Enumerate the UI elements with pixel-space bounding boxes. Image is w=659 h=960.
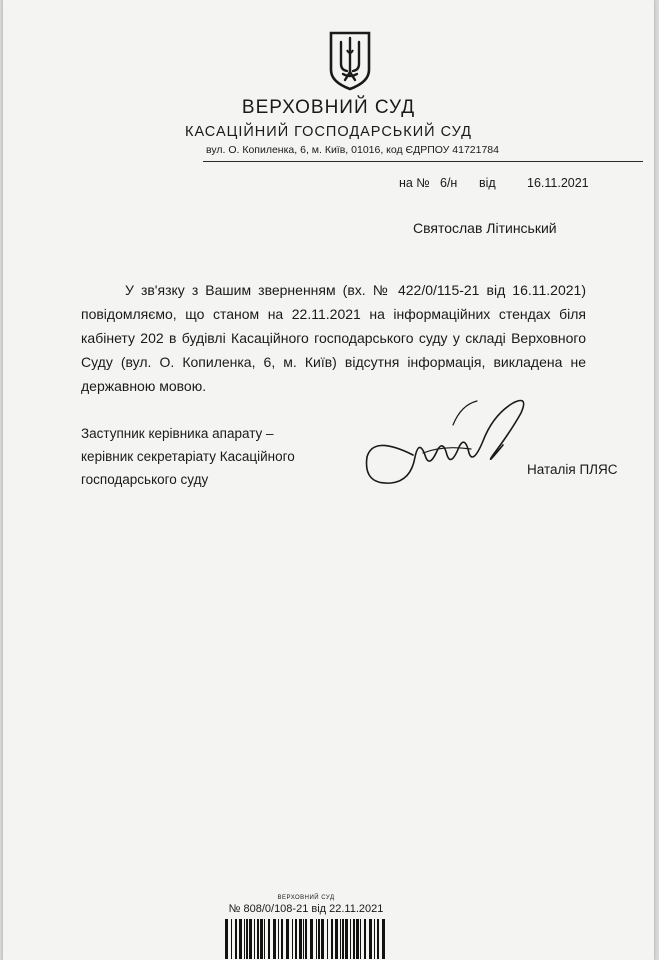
letter-page [3, 0, 654, 960]
court-subtitle: КАСАЦІЙНИЙ ГОСПОДАРСЬКИЙ СУД [185, 124, 472, 140]
registration-stamp [221, 895, 391, 959]
stamp-number: № 808/0/108-21 від 22.11.2021 [228, 903, 384, 915]
signer-position [81, 422, 331, 491]
handwritten-signature [353, 395, 538, 505]
letter-body-text: У зв'язку з Вашим зверненням (вх. № 422/0/115-21 від 16.11.2021) повідомляємо, що станом на 22.11.2021 на інформаційних стендах біля кабінету 202 в будівлі Касаційного господарського суду у складі Верховного Суду (вул. О. Копиленка, 6, м. Київ) відсутня інформація, викладена не державною мовою. [81, 282, 586, 394]
signer-position-line: господарського суду [81, 472, 209, 487]
reference-date: 16.11.2021 [527, 176, 589, 190]
signer-position-line: керівник секретаріату Касаційного [81, 449, 295, 464]
reference-prefix: на № [399, 176, 430, 190]
recipient-name: Святослав Літинський [413, 220, 557, 236]
reference-number: 6/н [440, 176, 458, 190]
reference-from-label: від [479, 176, 496, 190]
trident-emblem-icon [327, 30, 373, 92]
letter-body [81, 278, 586, 398]
court-address: вул. О. Копиленка, 6, м. Київ, 01016, код ЄДРПОУ 41721784 [206, 144, 499, 156]
header-divider [203, 161, 643, 162]
stamp-title: ВЕРХОВНИЙ СУД [277, 895, 335, 901]
signer-name: Наталія ПЛЯС [527, 462, 618, 477]
barcode-icon [221, 919, 391, 959]
signer-position-line: Заступник керівника апарату – [81, 426, 274, 441]
court-name: ВЕРХОВНИЙ СУД [241, 97, 416, 118]
